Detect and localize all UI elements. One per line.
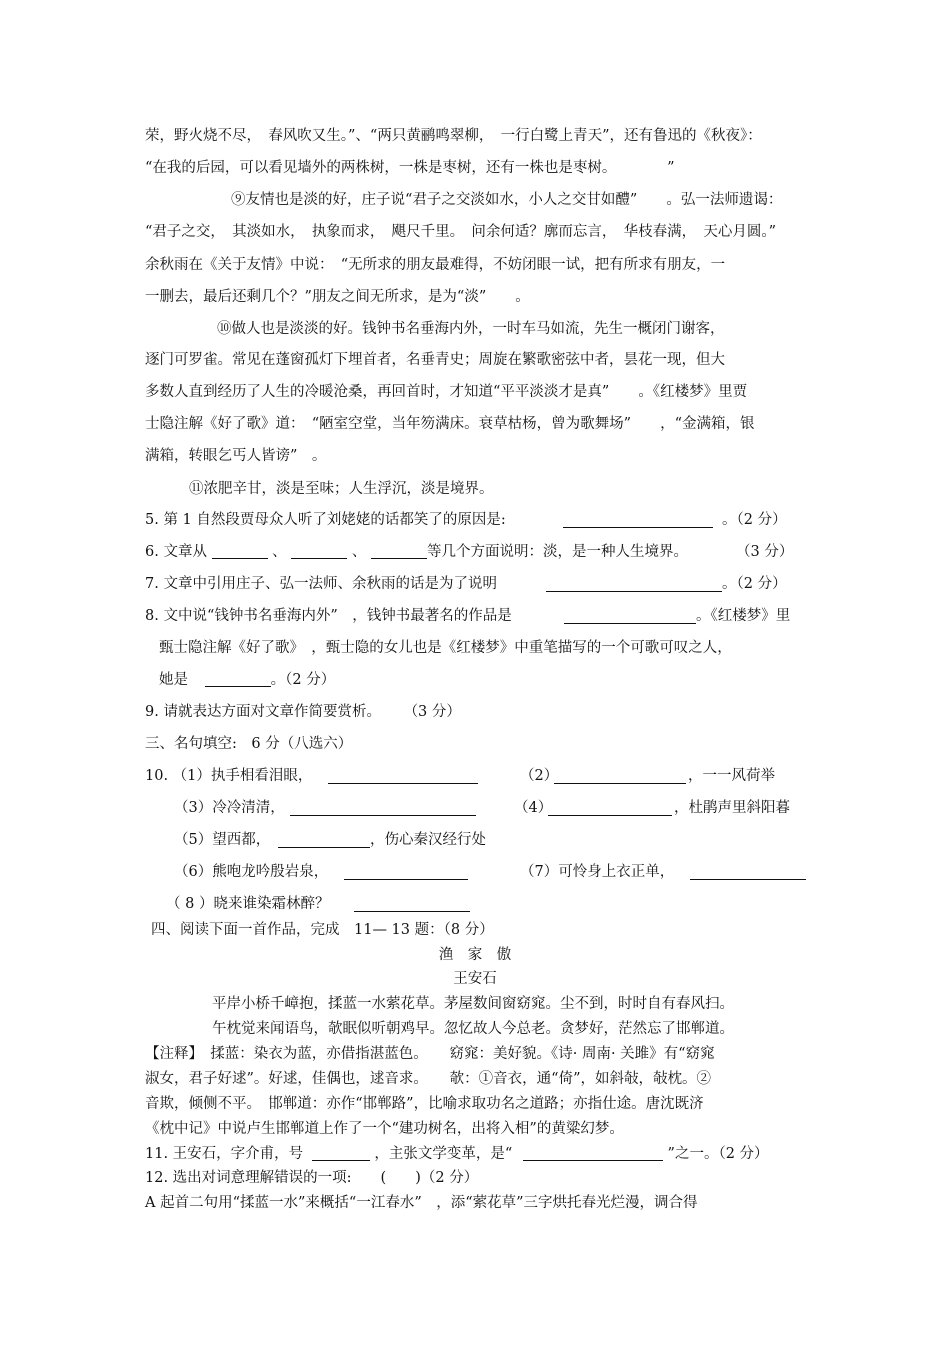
question-5 — [145, 510, 506, 530]
question-8-blank-2[interactable] — [205, 671, 271, 687]
passage-line-4: “君子之交， 其淡如水， 执象而求， 飓尺千里。 问余何适？廓而忘言， 华枝春满， 天心月圆。” — [145, 224, 777, 240]
question-12: 12. 选出对词意理解错误的一项: ( )（2 分） — [145, 1170, 479, 1186]
question-10-blank-6[interactable] — [344, 864, 468, 880]
annotation-line-1: 【注释】 揉蓝：染衣为蓝，亦借指湛蓝色。 窈窕：美好貌。《诗· 周南· 关雎》有“窈窕 — [145, 1046, 715, 1062]
question-5-blank[interactable] — [563, 512, 713, 528]
question-9-score: （3 分） — [403, 704, 461, 720]
question-7-blank[interactable] — [546, 576, 722, 592]
question-10-item-2-tail: ，一一风荷举 — [688, 768, 775, 784]
question-10-item-3: （3）冷冷清清， — [174, 800, 285, 816]
question-5-text: 5. 第 1 自然段贾母众人听了刘姥姥的话都笑了的原因是: — [145, 512, 506, 528]
question-6 — [145, 542, 688, 562]
poem-title: 渔 家 傲 — [438, 947, 512, 963]
question-10-item-2: （2） — [520, 768, 559, 784]
question-10-blank-7[interactable] — [690, 864, 806, 880]
question-9 — [145, 702, 461, 722]
question-10-item-5-tail: ，伤心秦汉经行处 — [370, 832, 486, 848]
question-10-item-7: （7）可怜身上衣正单， — [520, 864, 675, 880]
question-8-line-1: 8. 文中说“钱钟书名垂海内外” ，钱钟书最著名的作品是 — [145, 608, 512, 624]
question-8-line-1-tail: 。《红楼梦》里 — [696, 608, 791, 624]
passage-line-2: “在我的后园，可以看见墙外的两株树，一株是枣树，还有一株也是枣树。 ” — [145, 160, 675, 176]
poem-author: 王安石 — [453, 971, 497, 987]
question-10-blank-2[interactable] — [554, 768, 686, 784]
question-8-line-3 — [159, 670, 335, 690]
question-10-item-1: 10. （1）执手相看泪眼， — [145, 768, 313, 784]
passage-line-11: 满箱，转眼乞丐人皆谤” 。 — [145, 448, 327, 464]
question-6-score: （3 分） — [736, 544, 794, 560]
question-11-tail: ”之一。（2 分） — [667, 1146, 769, 1162]
passage-line-3: ⑨友情也是淡的好，庄子说“君子之交淡如水，小人之交甘如醴” 。弘一法师遗谒： — [231, 192, 783, 208]
section-3-heading: 三、名句填空: 6 分（八选六） — [145, 736, 353, 752]
question-10-blank-1[interactable] — [328, 768, 478, 784]
question-11 — [145, 1144, 769, 1164]
poem-line-1: 平岸小桥千嶂抱，揉蓝一水萦花草。茅屋数间窗窈窕。尘不到，时时自有春风扫。 — [212, 996, 734, 1012]
question-6-blank-3[interactable] — [371, 543, 427, 559]
question-10-blank-4[interactable] — [548, 800, 672, 816]
passage-line-12: ⑪浓肥辛甘，淡是至味；人生浮沉，淡是境界。 — [189, 481, 494, 497]
passage-line-10: 士隐注解《好了歌》道： “陋室空堂，当年笏满床。衰草枯杨，曾为歌舞场” ，“金满箱，银 — [145, 416, 755, 432]
question-6-blank-2[interactable] — [291, 543, 347, 559]
question-10-item-5: （5）望西都， — [174, 832, 271, 848]
question-7-tail: 。（2 分） — [722, 576, 787, 592]
question-11-mid: ，主张文学变革，是“ — [374, 1146, 513, 1162]
poem-line-2: 午枕觉来闻语鸟，欹眠似听朝鸡早。忽忆故人今总老。贪梦好，茫然忘了邯郸道。 — [212, 1021, 734, 1037]
question-7 — [145, 574, 497, 594]
question-8-line-2: 甄士隐注解《好了歌》 ，甄士隐的女儿也是《红楼梦》中重笔描写的一个可歌可叹之人， — [159, 640, 732, 656]
passage-line-6: 一删去，最后还剩几个？”朋友之间无所求，是为“淡” 。 — [145, 289, 530, 305]
passage-line-8: 逐门可罗雀。常见在蓬窗孤灯下埋首者，名垂青史；周旋在繁歌密弦中者，昙花一现，但大 — [145, 352, 725, 368]
question-5-tail: 。（2 分） — [722, 512, 787, 528]
question-10-item-4-tail: ，杜鹃声里斜阳暮 — [674, 800, 790, 816]
question-10-item-6: （6）熊咆龙吟殷岩泉， — [174, 864, 329, 880]
question-11-blank-1[interactable] — [312, 1145, 370, 1161]
question-10-blank-8[interactable] — [354, 896, 470, 912]
question-6-separator-2: 、 — [351, 544, 367, 560]
question-10-item-8: （ 8 ）晓来谁染霜林醉？ — [166, 896, 330, 912]
question-11-blank-2[interactable] — [523, 1145, 663, 1161]
question-8-line-3-tail: 。（2 分） — [270, 672, 336, 688]
question-11-text: 11. 王安石，字介甫，号 — [145, 1146, 304, 1162]
passage-line-9: 多数人直到经历了人生的冷暖沧桑，再回首时，才知道“平平淡淡才是真” 。《红楼梦》里贾 — [145, 384, 748, 400]
passage-line-7: ⑩做人也是淡淡的好。钱钟书名垂海内外，一时车马如流，先生一概闭门谢客， — [217, 321, 725, 337]
question-12-option-a: A 起首二句用“揉蓝一水”来概括“一江春水” ，添“萦花草”三字烘托春光烂漫，调合得 — [145, 1195, 698, 1211]
annotation-line-4: 《枕中记》中说卢生邯郸道上作了一个“建功树名，出将入相”的黄粱幻梦。 — [145, 1121, 624, 1137]
question-6-tail: 等几个方面说明：淡，是一种人生境界。 — [427, 544, 688, 560]
question-8-line-3-text: 她是 — [159, 672, 188, 688]
question-7-text: 7. 文章中引用庄子、弘一法师、余秋雨的话是为了说明 — [145, 576, 497, 592]
question-10-item-4: （4） — [514, 800, 553, 816]
passage-line-5: 余秋雨在《关于友情》中说： “无所求的朋友最难得，不妨闭眼一试，把有所求有朋友，一 — [145, 257, 726, 273]
question-10-blank-3[interactable] — [290, 800, 476, 816]
section-4-heading: 四、阅读下面一首作品，完成 11— 13 题：（8 分） — [151, 922, 494, 938]
question-6-text: 6. 文章从 — [145, 544, 207, 560]
question-10-blank-5[interactable] — [278, 832, 370, 848]
question-9-text: 9. 请就表达方面对文章作简要赏析。 — [145, 704, 381, 720]
question-8-blank-1[interactable] — [564, 608, 696, 624]
question-6-separator-1: 、 — [272, 544, 287, 560]
annotation-line-3: 音欺，倾侧不平。 邯郸道：亦作“邯郸路”，比喻求取功名之道路；亦指仕途。唐沈既济 — [145, 1096, 704, 1112]
question-6-blank-1[interactable] — [212, 543, 268, 559]
passage-line-1: 荣，野火烧不尽， 春风吹又生。”、“两只黄鹂鸣翠柳， 一行白鹭上青天”，还有鲁迅的《秋夜》： — [145, 128, 762, 144]
annotation-line-2: 淑女，君子好逑”。好逑，佳偶也，逑音求。 欹：①音衣，通“倚”，如斜敧，敧枕。② — [145, 1071, 711, 1087]
